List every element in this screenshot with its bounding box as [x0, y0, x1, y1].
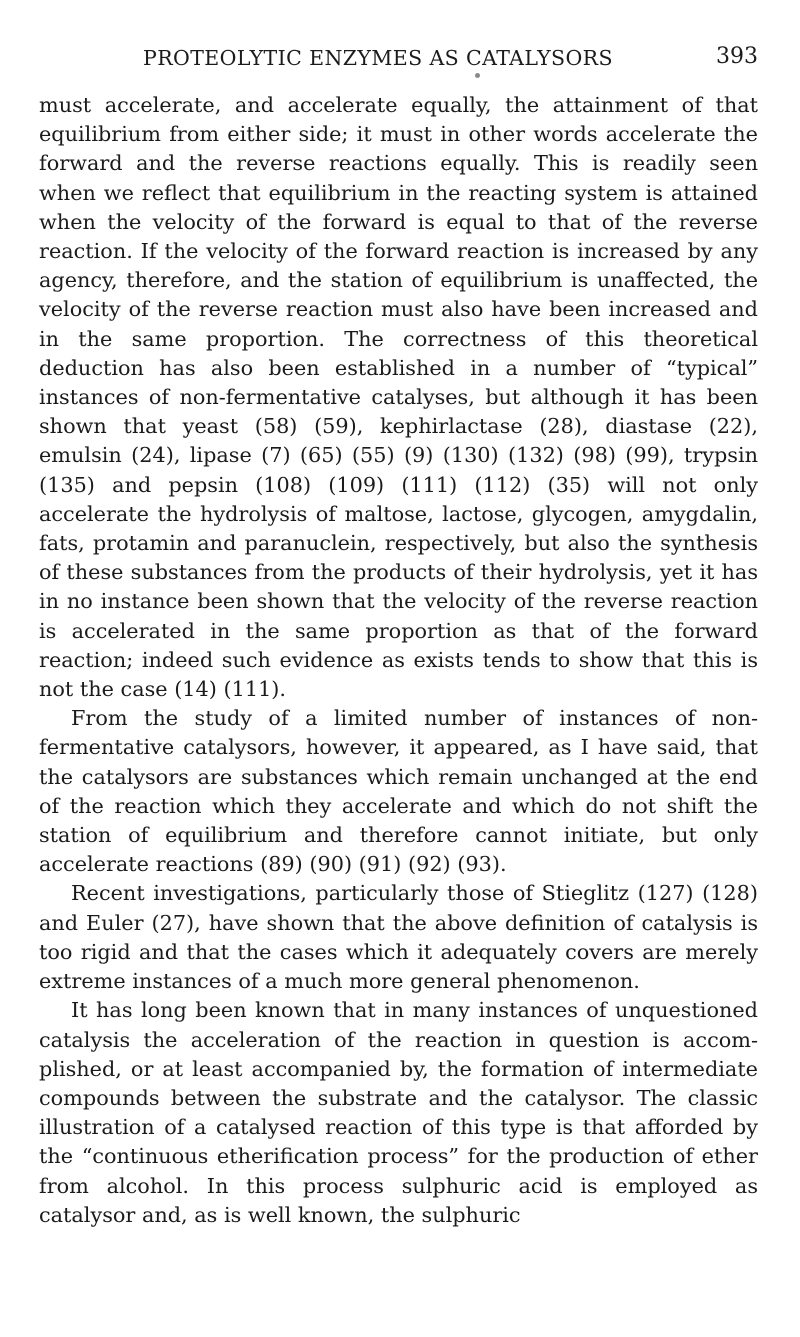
- paragraph-continuation: must accelerate, and accelerate equally, the attainment of that equilibrium from either side; it must in other words accelerate the forward and the reverse reactions equally. This is readily seen when we reflect that equilibrium in the reacting system is attained when the velocity of the forward is equal to that of the reverse reaction. If the velocity of the forward reaction is increased by any agency, therefore, and the station of equilibrium is unaffected, the velocity of the reverse reaction must also have been increased and in the same proportion. The correctness of this theoretical deduction has also been established in a number of “typical” instances of non-fermentative catalyses, but although it has been shown that yeast (58) (59), kephirlactase (28), diastase (22), emulsin (24), lipase (7) (65) (55) (9) (130) (132) (98) (99), trypsin (135) and pepsin (108) (109) (111) (112) (35) will not only accelerate the hydrolysis of maltose, lactose, glycogen, amygdalin, fats, protamin and paranuclein, respectively, but also the synthesis of these substances from the products of their hydrolysis, yet it has in no instance been shown that the velocity of the reverse reaction is accelerated in the same proportion as that of the forward reaction; indeed such evidence as exists tends to show that this is not the case (14) (111).: [39, 93, 758, 702]
- running-head-title: PROTEOLYTIC ENZYMES AS CATALYSORS: [143, 46, 613, 70]
- paragraph-recent-investigations: Recent investigations, particularly those of Stieglitz (127) (128) and Euler (27), have shown that the above definition of catalysis is too rigid and that the cases which it adequately covers are merely extreme instances of a much more general phenomenon.: [39, 881, 758, 994]
- paragraph-catalysor-definition: From the study of a limited number of instances of non-fermentative catalysors, however, it appeared, as I have said, that the catalysors are substances which remain unchanged at the end of the reaction which they accelerate and which do not shift the station of equilibrium and therefore cannot initiate, but only accelerate reactions (89) (90) (91) (92) (93).: [39, 706, 758, 877]
- page-number: 393: [716, 44, 758, 69]
- ink-dot: [475, 73, 480, 78]
- book-page: [39, 0, 758, 1230]
- running-head: [39, 0, 758, 76]
- paragraph-intermediate-compounds: It has long been known that in many instances of unquestioned catalysis the acceleration of the reaction in question is accomplished, or at least accompanied by, the formation of intermediate compounds between the substrate and the catalysor. The classic illustration of a catalysed reaction of this type is that afforded by the “continuous etherification process” for the production of ether from alcohol. In this process sulphuric acid is employed as catalysor and, as is well known, the sulphuric: [39, 998, 758, 1227]
- body-text: [39, 91, 758, 1230]
